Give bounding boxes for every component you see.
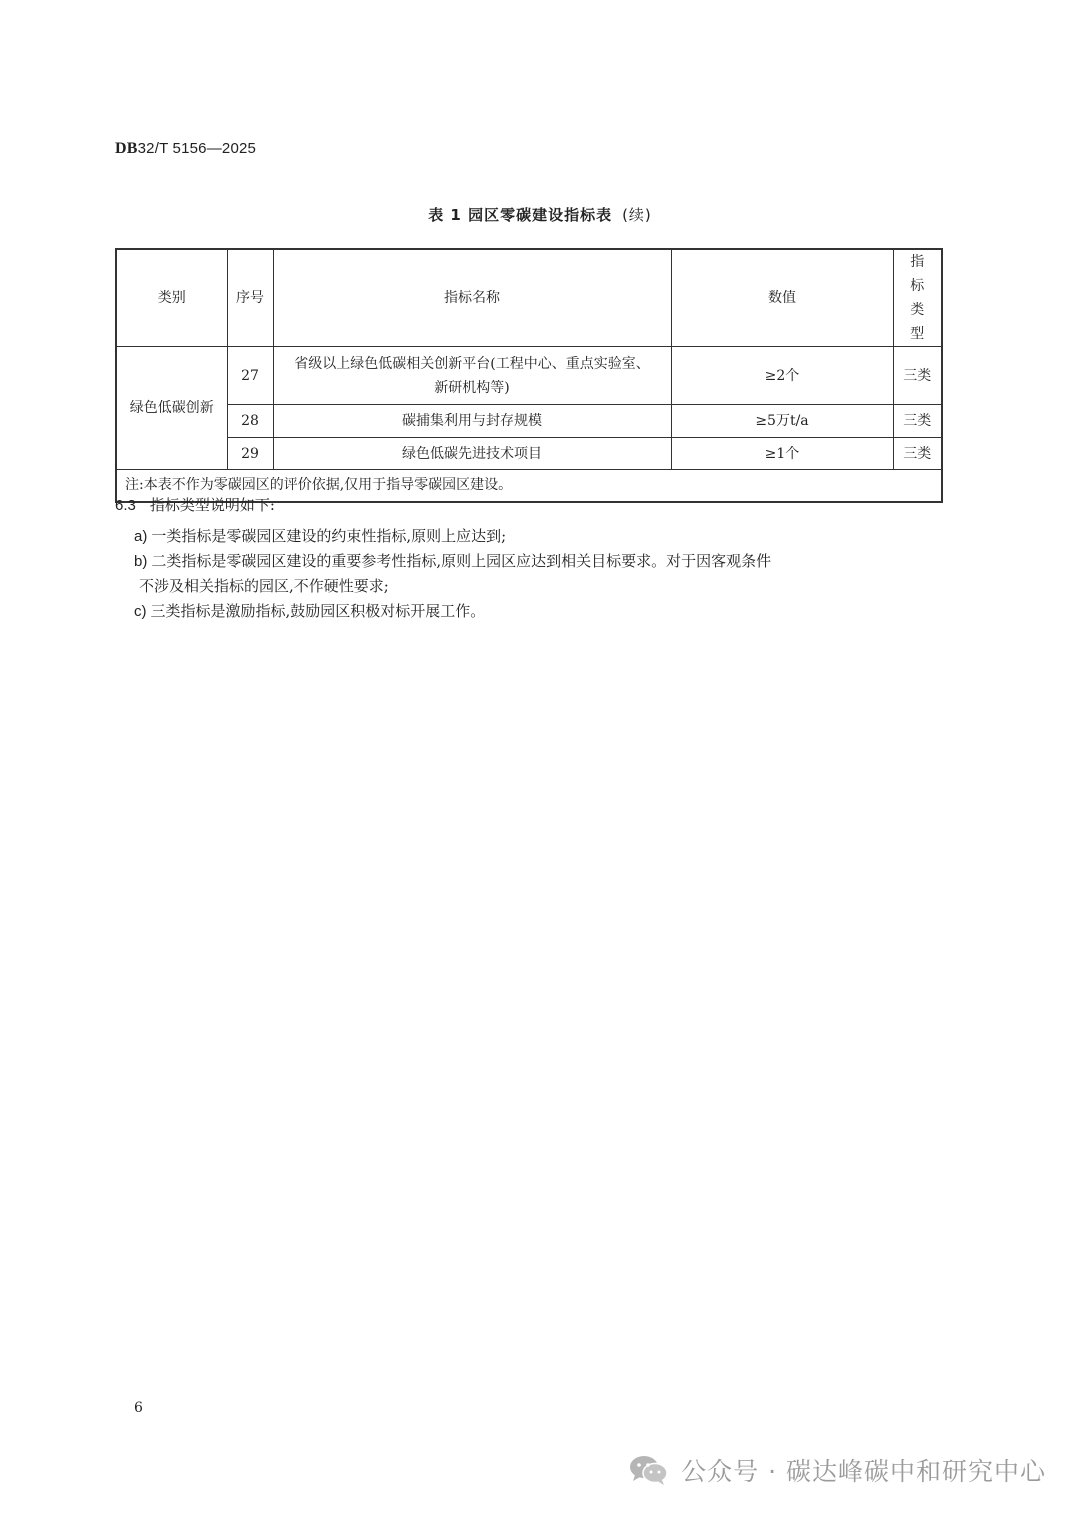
header-value: 数值 — [671, 249, 893, 347]
table-note: 注:本表不作为零碳园区的评价依据,仅用于指导零碳园区建设。 — [116, 470, 942, 502]
table-row — [116, 438, 942, 470]
seq-cell: 29 — [227, 438, 273, 470]
table-caption: 表 1 园区零碳建设指标表 (续) — [428, 206, 652, 224]
list-item-continuation: 不涉及相关指标的园区,不作硬性要求; — [139, 577, 389, 595]
list-item: a) 一类指标是零碳园区建设的约束性指标,原则上应达到; — [134, 527, 507, 545]
wechat-icon — [627, 1454, 671, 1486]
name-cell: 绿色低碳先进技术项目 — [273, 438, 671, 470]
header-seq: 序号 — [227, 249, 273, 347]
table-header-row — [116, 249, 942, 347]
indicator-type-list — [134, 524, 934, 624]
seq-cell: 28 — [227, 405, 273, 438]
header-name: 指标名称 — [273, 249, 671, 347]
type-cell: 三类 — [893, 405, 942, 438]
table-row — [116, 405, 942, 438]
name-cell: 省级以上绿色低碳相关创新平台(工程中心、重点实验室、新研机构等) — [273, 347, 671, 405]
value-cell: ≥1个 — [671, 438, 893, 470]
watermark: 公众号 · 碳达峰碳中和研究中心 — [627, 1452, 1046, 1488]
category-cell: 绿色低碳创新 — [116, 347, 227, 470]
list-item: c) 三类指标是激励指标,鼓励园区积极对标开展工作。 — [134, 602, 486, 620]
table-row — [116, 347, 942, 405]
value-cell: ≥2个 — [671, 347, 893, 405]
value-cell: ≥5万t/a — [671, 405, 893, 438]
header-category: 类别 — [116, 249, 227, 347]
name-cell: 碳捕集利用与封存规模 — [273, 405, 671, 438]
type-cell: 三类 — [893, 347, 942, 405]
list-item: b) 二类指标是零碳园区建设的重要参考性指标,原则上园区应达到相关目标要求。对于因客观条件 — [134, 552, 772, 570]
header-type: 指标类型 — [893, 249, 942, 347]
indicator-table — [115, 248, 943, 503]
seq-cell: 27 — [227, 347, 273, 405]
document-code: DB32/T 5156—2025 — [115, 140, 257, 157]
section-heading: 6.3 指标类型说明如下: — [115, 496, 275, 514]
page-number: 6 — [134, 1400, 143, 1416]
type-cell: 三类 — [893, 438, 942, 470]
